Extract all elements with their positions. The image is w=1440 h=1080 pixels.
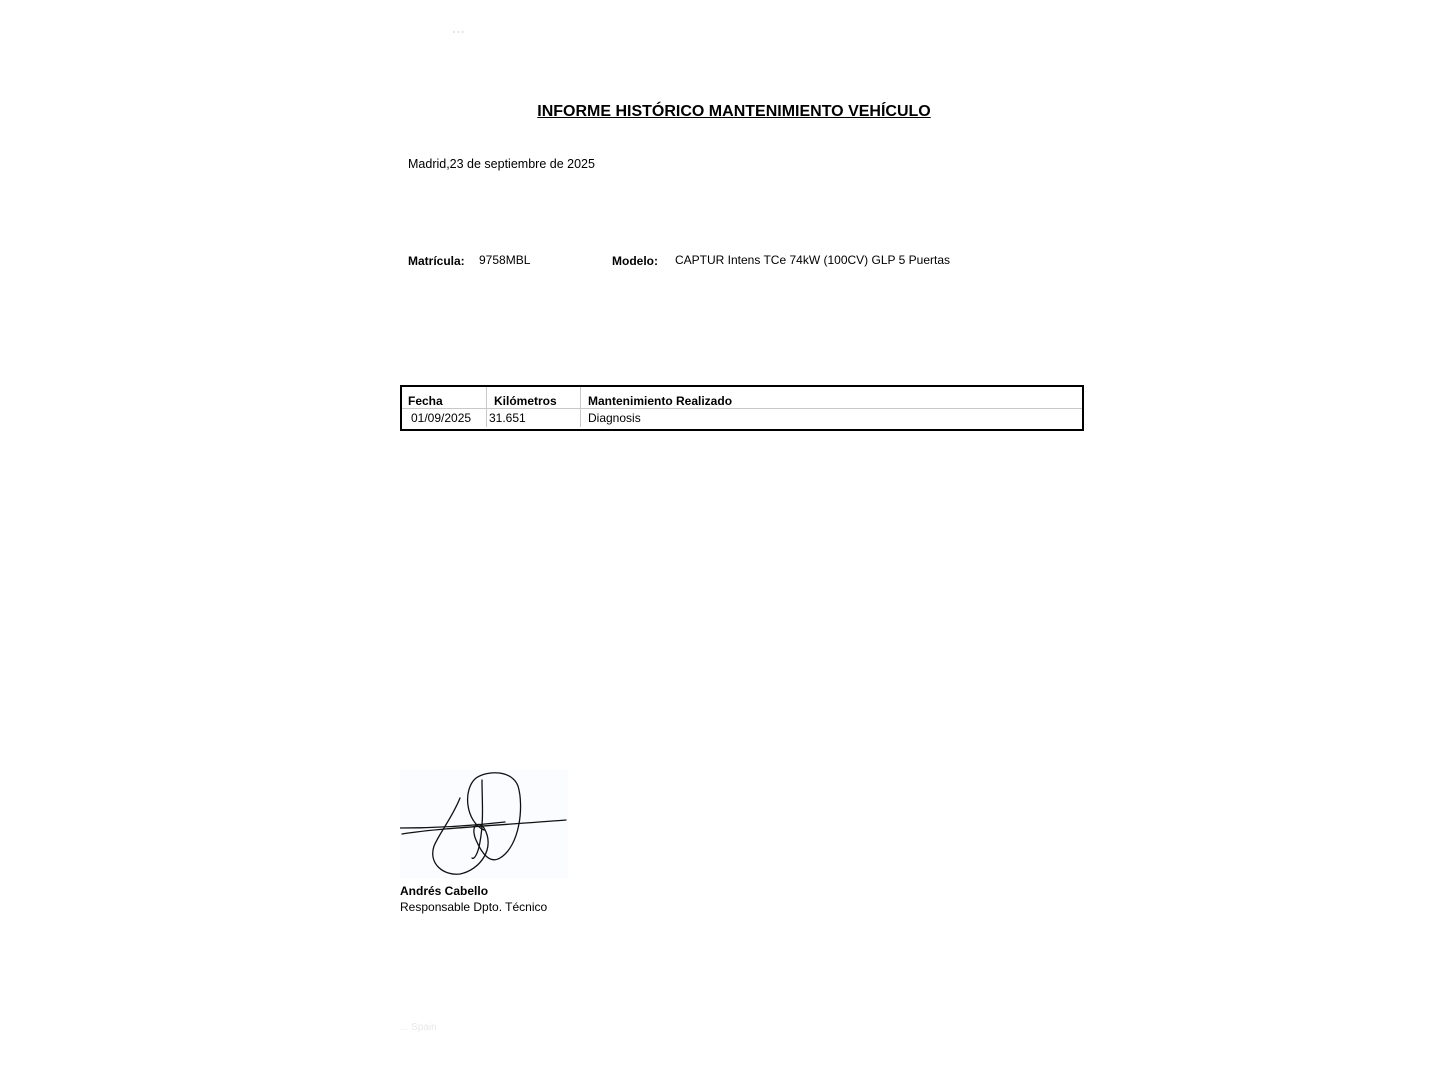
signer-name: Andrés Cabello [400, 884, 489, 898]
cell-date: 01/09/2025 [411, 411, 472, 425]
document-date: Madrid,23 de septiembre de 2025 [408, 157, 595, 171]
column-header-date: Fecha [402, 387, 487, 409]
plate-label: Matrícula: [408, 254, 465, 268]
plate-value: 9758MBL [479, 253, 531, 267]
maintenance-history-table [400, 385, 1084, 431]
model-value: CAPTUR Intens TCe 74kW (100CV) GLP 5 Puertas [675, 253, 950, 267]
column-header-km: Kilómetros [487, 387, 581, 409]
faded-header-logo: ... [452, 20, 466, 36]
cell-km: 31.651 [487, 409, 581, 428]
faded-footer-text: ... Spain [400, 1022, 437, 1033]
signer-role: Responsable Dpto. Técnico [400, 900, 548, 914]
document-title: INFORME HISTÓRICO MANTENIMIENTO VEHÍCULO [537, 103, 931, 120]
table-row [402, 409, 1082, 428]
table-header-row [402, 387, 1082, 409]
model-label: Modelo: [612, 254, 658, 268]
handwritten-signature [400, 770, 568, 878]
column-header-maintenance: Mantenimiento Realizado [581, 387, 1083, 409]
cell-maintenance: Diagnosis [581, 409, 1083, 428]
